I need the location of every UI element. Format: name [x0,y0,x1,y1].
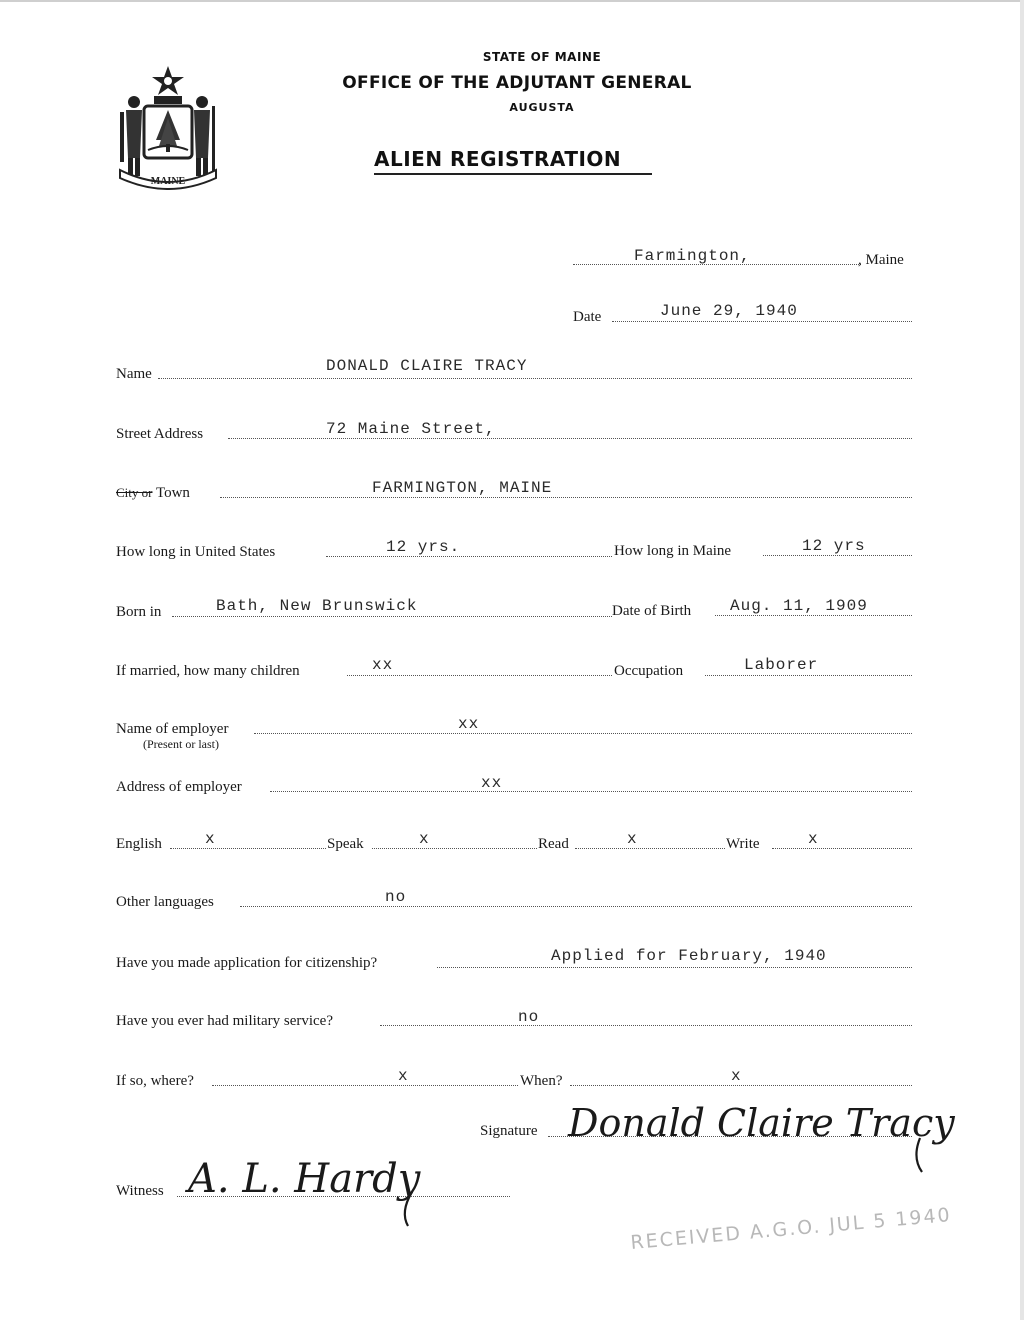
witness-label: Witness [116,1183,164,1199]
children-label: If married, how many children [116,663,300,679]
military-value: no [518,1008,540,1026]
name-value: DONALD CLAIRE TRACY [326,357,528,375]
born-in-label: Born in [116,604,162,620]
military-label: Have you ever had military service? [116,1013,333,1029]
english-line [170,848,326,849]
employer-address-label: Address of employer [116,779,242,795]
how-long-maine-line [763,555,912,556]
town-line [220,497,912,498]
occupation-line [705,675,912,676]
date-label: Date [573,309,602,325]
born-in-line [172,616,612,617]
how-long-us-line [326,556,612,557]
speak-value: x [419,830,430,848]
read-value: x [627,830,638,848]
city-heading: AUGUSTA [509,101,575,114]
town-value: FARMINGTON, MAINE [372,479,553,497]
other-languages-line [240,906,912,907]
when-value: x [731,1067,742,1085]
speak-line [372,848,537,849]
how-long-us-label: How long in United States [116,544,276,560]
children-line [347,675,612,676]
date-value: June 29, 1940 [660,302,798,320]
employer-name-line [254,733,912,734]
state-heading: STATE OF MAINE [482,50,602,64]
street-address-line [228,438,912,439]
date-of-birth-line [715,615,912,616]
employer-name-label: Name of employer [116,721,229,737]
street-address-value: 72 Maine Street, [326,420,496,438]
where-value: x [398,1067,409,1085]
citizenship-value: Applied for February, 1940 [551,947,827,965]
name-label: Name [116,366,152,382]
date-of-birth-value: Aug. 11, 1909 [730,597,868,615]
english-value: x [205,830,216,848]
scan-edge-top [0,0,1024,2]
citizenship-line [437,967,912,968]
how-long-maine-value: 12 yrs [802,537,866,555]
street-address-label: Street Address [116,426,204,442]
office-heading: OFFICE OF THE ADJUTANT GENERAL [342,73,692,93]
employer-name-value: xx [458,715,480,733]
place-value: Farmington, [634,247,751,265]
write-label: Write [726,836,760,852]
svg-text:Donald Claire Tracy: Donald Claire Tracy [568,1101,955,1145]
employer-address-value: xx [481,774,503,792]
when-line [570,1085,912,1086]
occupation-label: Occupation [614,663,684,679]
signature-label: Signature [480,1123,538,1139]
received-stamp: RECEIVED A.G.O. JUL 5 1940 [629,1204,953,1254]
town-label [116,485,190,502]
read-label: Read [538,836,569,852]
employer-address-line [270,791,912,792]
svg-text:A. L. Hardy: A. L. Hardy [188,1156,421,1202]
date-line [612,321,912,322]
citizenship-label: Have you made application for citizenship? [116,955,378,971]
name-line [158,378,912,379]
english-label: English [116,836,162,852]
children-value: xx [372,656,394,674]
form-title: ALIEN REGISTRATION [374,147,622,171]
where-label: If so, where? [116,1073,194,1089]
read-line [575,848,725,849]
other-languages-label: Other languages [116,894,214,910]
occupation-value: Laborer [744,656,819,674]
other-languages-value: no [385,888,407,906]
employer-name-sublabel: (Present or last) [143,737,219,751]
town-label-text: Town [155,485,190,501]
city-struck-label: City or [116,485,153,500]
scan-edge-right [1020,0,1024,1320]
svg-text:MAINE: MAINE [150,176,186,187]
title-underline [374,173,652,175]
write-value: x [808,830,819,848]
military-line [380,1025,912,1026]
signature-handwriting [560,1088,970,1178]
born-in-value: Bath, New Brunswick [216,597,418,615]
where-line [212,1085,518,1086]
witness-handwriting [182,1150,472,1230]
date-of-birth-label: Date of Birth [612,603,692,619]
speak-label: Speak [327,836,364,852]
write-line [772,848,912,849]
place-suffix: , Maine [858,252,904,268]
how-long-maine-label: How long in Maine [614,543,732,559]
how-long-us-value: 12 yrs. [386,538,461,556]
maine-state-seal [112,62,224,190]
when-label: When? [520,1073,563,1089]
